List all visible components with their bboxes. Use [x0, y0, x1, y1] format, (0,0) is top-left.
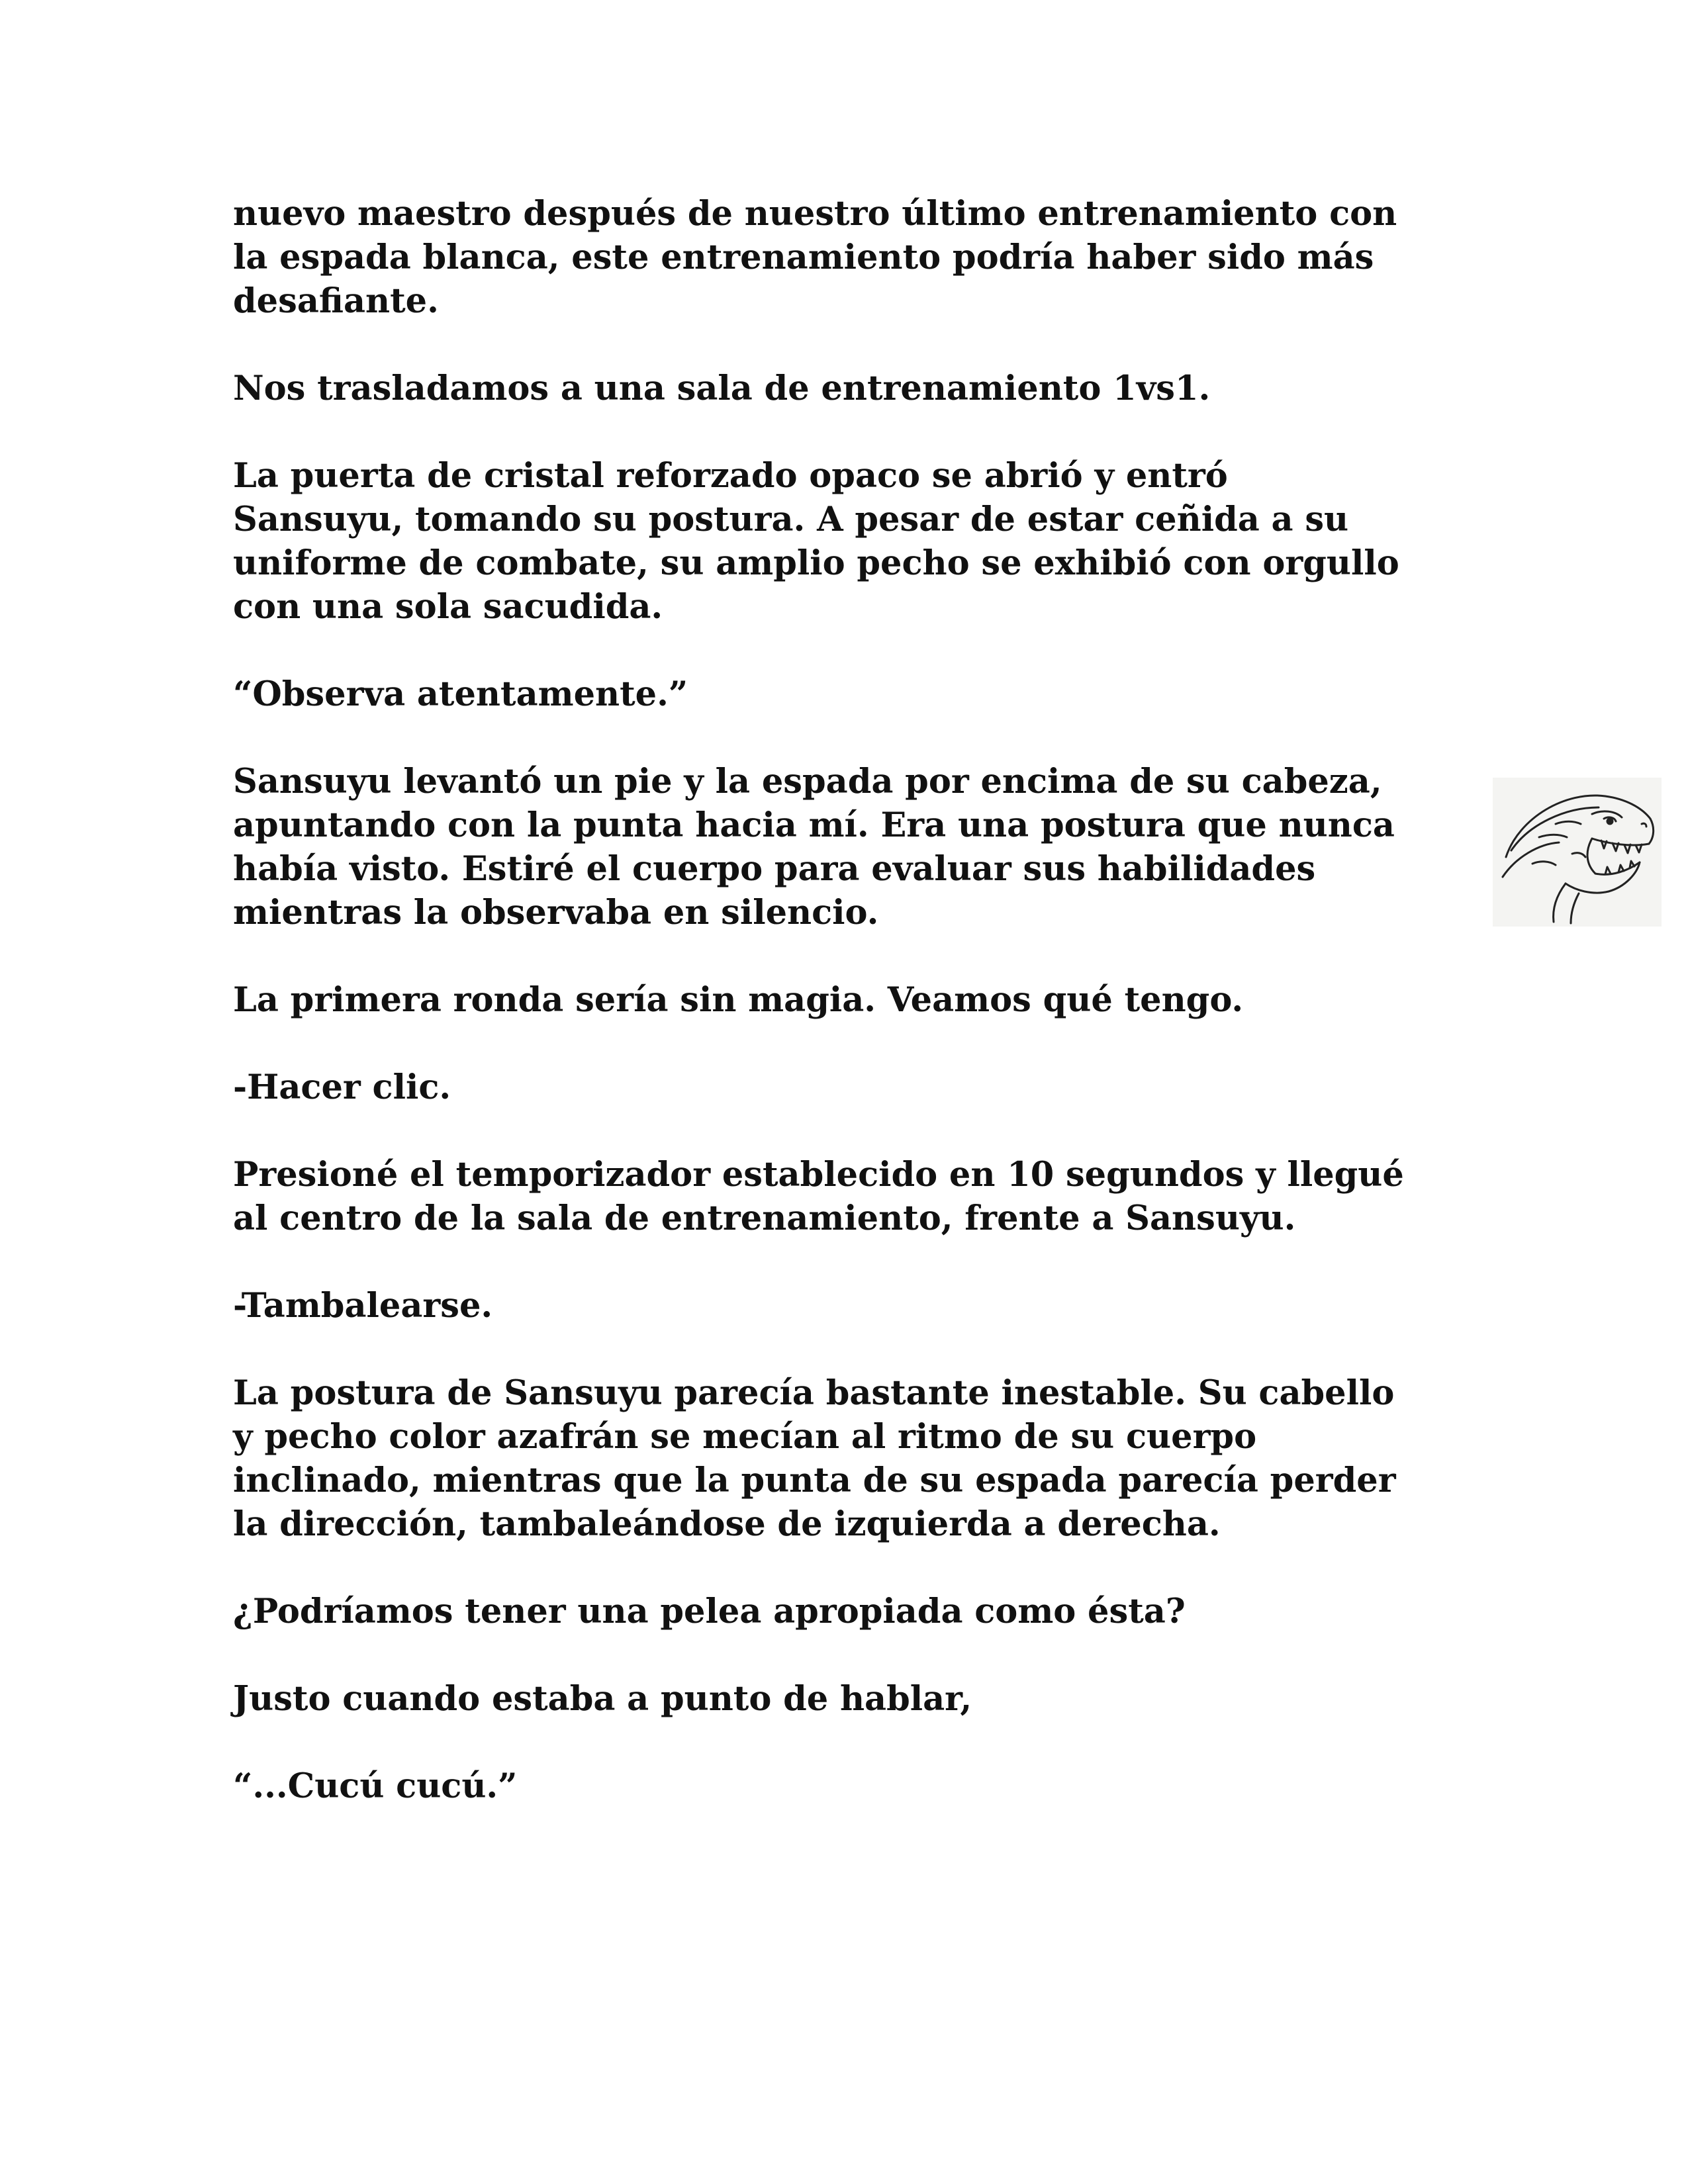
paragraph — [233, 1590, 1477, 1633]
text-line: “...Cucú cucú.” — [233, 1766, 518, 1806]
text-line: mientras la observaba en silencio. — [233, 893, 879, 933]
text-line: la dirección, tambaleándose de izquierda a derecha. — [233, 1504, 1221, 1544]
paragraph — [233, 1371, 1477, 1546]
text-line: La puerta de cristal reforzado opaco se abrió y entró — [233, 456, 1228, 496]
text-line: con una sola sacudida. — [233, 587, 663, 627]
text-line: desafiante. — [233, 281, 439, 321]
paragraph-gap — [233, 1721, 1477, 1764]
paragraph — [233, 367, 1477, 410]
paragraph — [233, 1284, 1477, 1328]
text-line: inclinado, mientras que la punta de su espada parecía perder — [233, 1461, 1396, 1500]
paragraph-gap — [233, 1022, 1477, 1066]
text-line: La postura de Sansuyu parecía bastante inestable. Su cabello — [233, 1373, 1395, 1413]
paragraph-gap — [233, 629, 1477, 672]
paragraph — [233, 1764, 1477, 1808]
paragraph-gap — [233, 410, 1477, 454]
text-line: Presioné el temporizador establecido en 10 segundos y llegué — [233, 1155, 1404, 1195]
text-line: al centro de la sala de entrenamiento, frente a Sansuyu. — [233, 1199, 1296, 1238]
paragraph — [233, 454, 1477, 629]
dinosaur-head-icon — [1493, 778, 1662, 927]
paragraph-gap — [233, 1328, 1477, 1371]
text-line: Nos trasladamos a una sala de entrenamiento 1vs1. — [233, 369, 1211, 408]
paragraph-gap — [233, 1240, 1477, 1284]
text-line: la espada blanca, este entrenamiento podría haber sido más — [233, 238, 1374, 277]
text-line: había visto. Estiré el cuerpo para evaluar sus habilidades — [233, 849, 1316, 889]
text-line: -Tambalearse. — [233, 1286, 493, 1326]
body-text — [233, 192, 1477, 1808]
paragraph-gap — [233, 1109, 1477, 1153]
text-line: La primera ronda sería sin magia. Veamos qué tengo. — [233, 980, 1244, 1020]
paragraph — [233, 1066, 1477, 1109]
paragraph — [233, 1677, 1477, 1721]
text-line: uniforme de combate, su amplio pecho se exhibió con orgullo — [233, 543, 1399, 583]
text-line: Justo cuando estaba a punto de hablar, — [233, 1679, 972, 1719]
text-line: Sansuyu levantó un pie y la espada por encima de su cabeza, — [233, 762, 1382, 801]
text-line: ¿Podríamos tener una pelea apropiada como ésta? — [233, 1592, 1186, 1631]
paragraph — [233, 192, 1477, 323]
text-line: apuntando con la punta hacia mí. Era una postura que nunca — [233, 805, 1395, 845]
paragraph-gap — [233, 716, 1477, 760]
paragraph — [233, 672, 1477, 716]
paragraph — [233, 978, 1477, 1022]
paragraph-gap — [233, 323, 1477, 367]
paragraph-gap — [233, 934, 1477, 978]
paragraph — [233, 760, 1477, 934]
text-line: -Hacer clic. — [233, 1068, 451, 1107]
paragraph — [233, 1153, 1477, 1240]
text-line: y pecho color azafrán se mecían al ritmo de su cuerpo — [233, 1417, 1257, 1457]
text-line: nuevo maestro después de nuestro último entrenamiento con — [233, 194, 1397, 234]
paragraph-gap — [233, 1633, 1477, 1677]
paragraph-gap — [233, 1546, 1477, 1590]
text-line: Sansuyu, tomando su postura. A pesar de estar ceñida a su — [233, 500, 1349, 539]
text-line: “Observa atentamente.” — [233, 674, 688, 714]
